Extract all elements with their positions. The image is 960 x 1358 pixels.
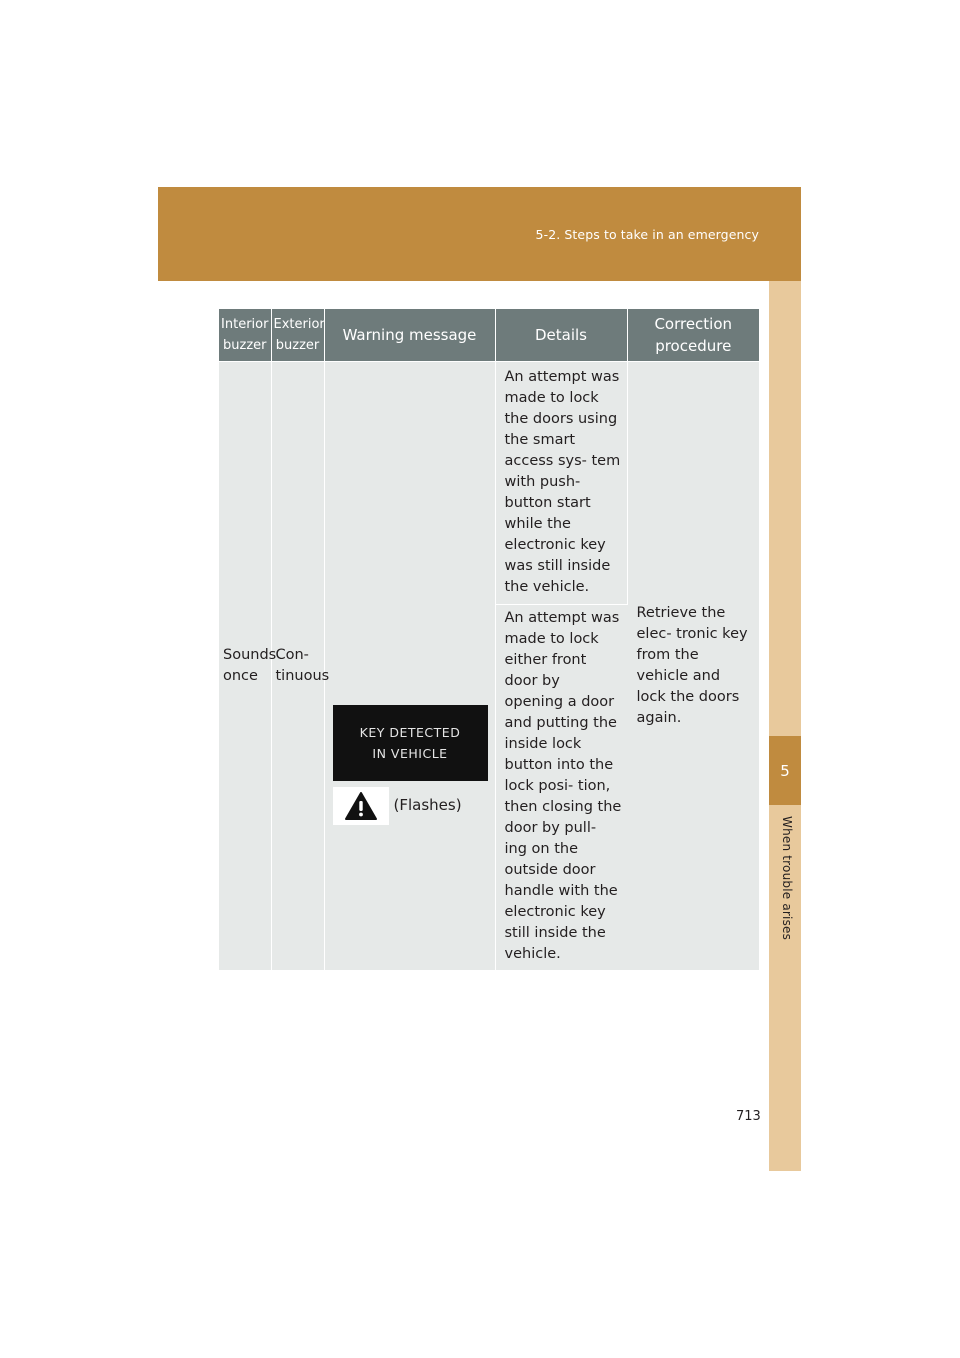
header-interior-buzzer: Interior buzzer — [219, 309, 271, 362]
cell-interior-buzzer: Sounds once — [219, 362, 271, 971]
side-strip — [769, 281, 801, 1171]
table-row — [219, 362, 759, 605]
section-title: 5-2. Steps to take in an emergency — [535, 227, 759, 242]
cell-warning-message — [324, 362, 495, 971]
header-correction-procedure: Correction procedure — [627, 309, 759, 362]
header-details: Details — [495, 309, 627, 362]
chapter-label: When trouble arises — [780, 816, 794, 941]
cell-details-1: An attempt was made to lock the doors using the smart access sys- tem with push- button start while the electronic key was still inside the vehicle. — [495, 362, 627, 605]
cell-details-2: An attempt was made to lock either front door by opening a door and putting the inside lock button into the lock posi- tion, then closing the door by pull- ing on the outside door handle with the electronic key still inside the vehicle. — [495, 605, 627, 971]
page-number: 713 — [736, 1109, 761, 1124]
table-header-row — [219, 309, 759, 362]
display-line-1: KEY DETECTED — [359, 724, 461, 740]
chapter-tab[interactable]: 5 — [769, 736, 801, 805]
warning-triangle-icon — [333, 787, 389, 825]
cell-correction-procedure: Retrieve the elec- tronic key from the vehicle and lock the doors again. — [627, 362, 759, 971]
cell-exterior-buzzer: Con- tinuous — [271, 362, 324, 971]
warning-table — [219, 309, 759, 970]
display-line-2: IN VEHICLE — [372, 745, 448, 761]
flash-label: (Flashes) — [393, 796, 462, 814]
multi-info-display — [333, 705, 488, 781]
header-warning-message: Warning message — [324, 309, 495, 362]
header-band — [158, 187, 801, 281]
header-exterior-buzzer: Exterior buzzer — [271, 309, 324, 362]
flash-indicator — [333, 787, 495, 825]
